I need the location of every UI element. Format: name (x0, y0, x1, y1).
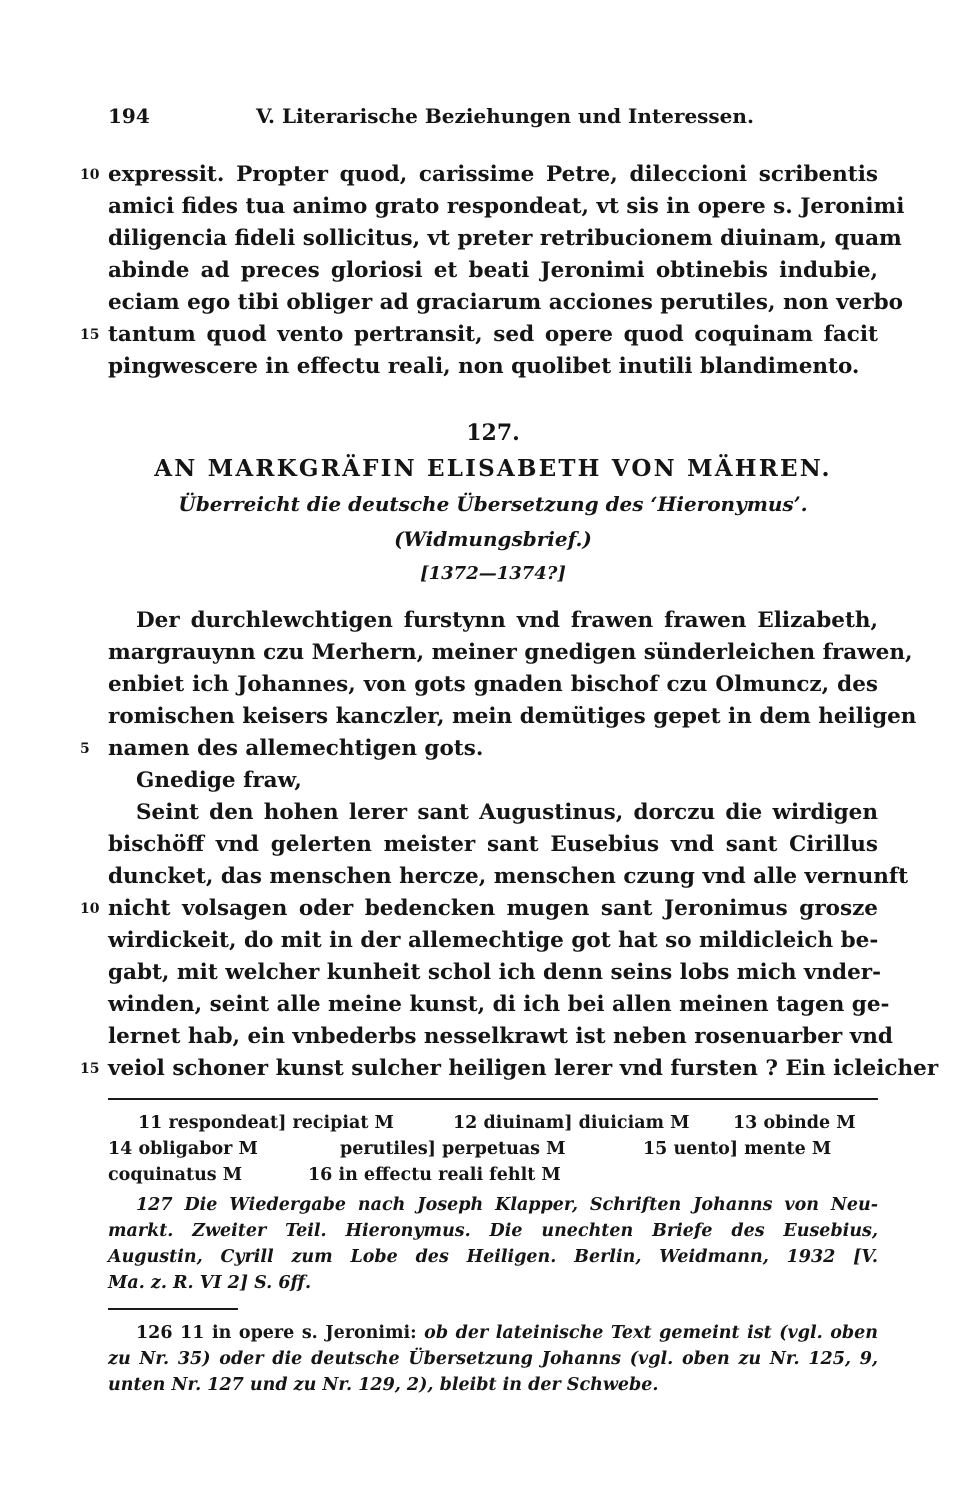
line-text: nicht volsagen oder bedencken mugen sant Jeronimus grosze (108, 896, 878, 921)
text-line (108, 925, 878, 957)
running-title: V. Literarische Beziehungen und Interessen. (256, 104, 754, 128)
text-line (108, 637, 913, 669)
text-line (108, 605, 878, 637)
source-note-text: Augustin, Cyrill zum Lobe des Heiligen. Berlin, Weidmann, 1932 [V. (108, 1247, 878, 1267)
text-line (108, 223, 902, 255)
source-note-text: 127 Die Wiedergabe nach Joseph Klapper, Schriften Johanns von Neu- (136, 1195, 878, 1215)
line-text: Gnedige fraw, (136, 768, 302, 793)
line-text: wirdickeit, do mit in der allemechtige got hat so mildicleich be- (108, 928, 879, 953)
text-line (80, 159, 878, 191)
text-line (108, 191, 905, 223)
letter-number: 127. (466, 420, 520, 446)
text-line (108, 351, 878, 383)
text-line (108, 957, 882, 989)
apparatus-row (108, 1110, 878, 1136)
line-number: 10 (80, 167, 100, 183)
line-text: amici fides tua animo grato respondeat, vt sis in opere s. Jeronimi (108, 194, 905, 219)
apparatus-entry: 11 respondeat] recipiat M (138, 1113, 394, 1133)
commentary-line-text (108, 1320, 878, 1346)
commentary-line (108, 1346, 878, 1372)
letter-date: [1372—1374?] (420, 563, 566, 584)
apparatus-entry: perutiles] perpetuas M (340, 1139, 566, 1159)
line-text: lernet hab, ein vnbederbs nesselkrawt ist neben rosenuarber vnd (108, 1024, 893, 1049)
source-note-line (108, 1244, 878, 1270)
text-line (108, 765, 878, 797)
apparatus-entry: 15 uento] mente M (643, 1139, 832, 1159)
text-line (108, 255, 878, 287)
text-line (80, 733, 878, 765)
text-line (108, 669, 878, 701)
german-text-block (80, 605, 939, 1085)
apparatus-entry: coquinatus M (108, 1165, 243, 1185)
line-text: diligencia fideli sollicitus, vt preter retribucionem diuinam, quam (108, 226, 902, 251)
latin-text-block (80, 159, 905, 383)
commentary-ref: 126 11 in opere s. Jeronimi: (136, 1323, 425, 1343)
line-text: Der durchlewchtigen furstynn vnd frawen frawen Elizabeth, (136, 608, 878, 633)
line-text: abinde ad preces gloriosi et beati Jeronimi obtinebis indubie, (108, 258, 878, 283)
commentary-note (108, 1320, 878, 1398)
line-number: 15 (80, 1061, 100, 1077)
apparatus-entry: 12 diuinam] diuiciam M (453, 1113, 690, 1133)
line-number: 10 (80, 901, 100, 917)
line-text: tantum quod vento pertransit, sed opere quod coquinam facit (108, 322, 878, 347)
letter-title: AN MARKGRÄFIN ELISABETH VON MÄHREN. (154, 455, 832, 482)
commentary-line (108, 1372, 878, 1398)
commentary-line-text: zu Nr. 35) oder die deutsche Übersetzung Johanns (vgl. oben zu Nr. 125, 9, (108, 1349, 878, 1369)
source-note-line (108, 1192, 878, 1218)
text-line (80, 893, 878, 925)
line-text: eciam ego tibi obliger ad graciarum acciones perutiles, non verbo (108, 290, 903, 315)
letter-subtitle-genre: (Widmungsbrief.) (394, 527, 592, 551)
line-text: enbiet ich Johannes, von gots gnaden bischof czu Olmuncz, des (108, 672, 878, 697)
apparatus-entry: 13 obinde M (733, 1113, 856, 1133)
commentary-line-text: unten Nr. 127 und zu Nr. 129, 2), bleibt in der Schwebe. (108, 1375, 659, 1395)
line-text: namen des allemechtigen gots. (108, 736, 484, 761)
line-text: veiol schoner kunst sulcher heiligen lerer vnd fursten ? Ein icleicher (108, 1056, 939, 1081)
apparatus-row (108, 1162, 878, 1188)
commentary-text: ob der lateinische Text gemeint ist (vgl. oben (424, 1323, 878, 1343)
line-text: pingwescere in effectu reali, non quolibet inutili blandimento. (108, 354, 860, 379)
commentary-line (108, 1320, 878, 1346)
critical-apparatus (108, 1110, 878, 1188)
text-line (108, 701, 917, 733)
footnote-rule (108, 1098, 878, 1100)
page-number: 194 (108, 104, 150, 128)
text-line (108, 829, 878, 861)
apparatus-row (108, 1136, 878, 1162)
line-text: expressit. Propter quod, carissime Petre, dileccioni scribentis (108, 162, 878, 187)
letter-subtitle: Überreicht die deutsche Übersetzung des ‘Hieronymus’. (178, 492, 808, 516)
line-number: 15 (80, 327, 100, 343)
source-note (108, 1192, 878, 1296)
text-line (108, 797, 878, 829)
line-number: 5 (80, 741, 90, 757)
text-line (108, 287, 903, 319)
text-line (108, 989, 890, 1021)
apparatus-entry: 16 in effectu reali fehlt M (308, 1165, 561, 1185)
source-note-text: markt. Zweiter Teil. Hieronymus. Die unechten Briefe des Eusebius, (108, 1221, 878, 1241)
text-line (80, 1053, 939, 1085)
line-text: Seint den hohen lerer sant Augustinus, dorczu die wirdigen (136, 800, 878, 825)
source-note-text: Ma. z. R. VI 2] S. 6ff. (108, 1273, 312, 1293)
line-text: bischöff vnd gelerten meister sant Eusebius vnd sant Cirillus (108, 832, 878, 857)
source-note-line (108, 1218, 878, 1244)
line-text: gabt, mit welcher kunheit schol ich denn seins lobs mich vnder- (108, 960, 882, 985)
line-text: winden, seint alle meine kunst, di ich bei allen meinen tagen ge- (108, 992, 890, 1017)
line-text: romischen keisers kanczler, mein demütiges gepet in dem heiligen (108, 704, 917, 729)
line-text: margrauynn czu Merhern, meiner gnedigen sünderleichen frawen, (108, 640, 913, 665)
text-line (108, 1021, 893, 1053)
text-line (108, 861, 909, 893)
line-text: duncket, das menschen hercze, menschen czung vnd alle vernunft (108, 864, 909, 889)
text-line (80, 319, 878, 351)
short-footnote-rule (108, 1308, 238, 1310)
apparatus-entry: 14 obligabor M (108, 1139, 258, 1159)
source-note-line (108, 1270, 878, 1296)
